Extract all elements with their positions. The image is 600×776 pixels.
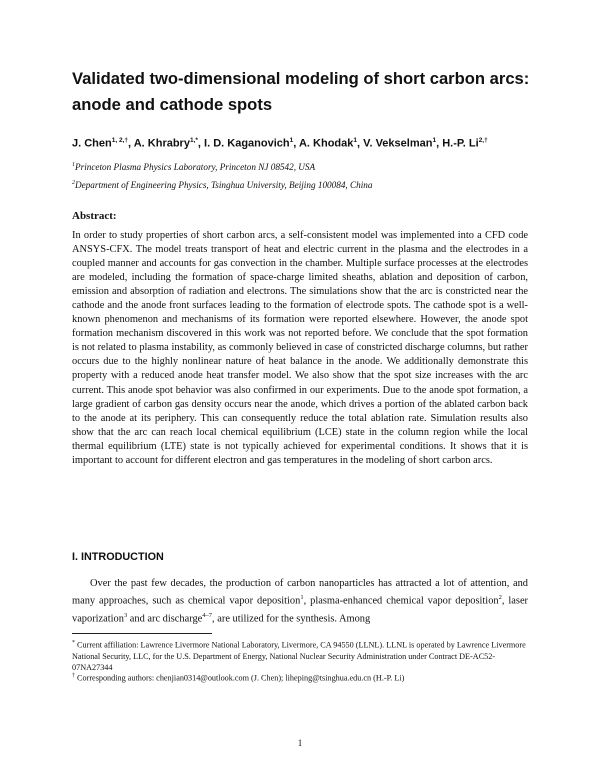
affiliation-text: Princeton Plasma Physics Laboratory, Princeton NJ 08542, USA (75, 162, 316, 173)
author-name: I. D. Kaganovich (204, 137, 290, 150)
footnote-mark: † (72, 673, 75, 679)
intro-text: , are utilized for the synthesis. Among (212, 613, 371, 625)
author-affil-mark: 1 (289, 137, 294, 144)
footnote-divider (72, 633, 212, 634)
affiliation-mark: 2 (72, 180, 75, 186)
author-name: A. Khodak (298, 137, 354, 150)
page-number: 1 (297, 738, 303, 748)
author-list: J. Chen$^{1, 2,\dagger}$, A. Khrabry$^{1,*}$, I. D. Kaganovich$^1$, A. Khodak$^1$, V. Vekselman$^1$, H.-P. $Li^{2,\dagger}$ (72, 137, 488, 150)
citation-ref[interactable]: 1 (300, 594, 304, 602)
footnote-affiliation (72, 638, 528, 673)
author-affil-mark: 1 (432, 137, 437, 144)
author-affil-mark: 1 (353, 137, 357, 144)
author-name: V. Vekselman (363, 137, 433, 150)
intro-text: and arc discharge (127, 613, 203, 625)
author-name: H.-P. Li (442, 137, 479, 150)
abstract-heading: Abstract: (72, 210, 117, 222)
author-name: J. Chen (72, 137, 112, 150)
affiliation-2 (72, 177, 542, 191)
intro-text: , laser vaporization (72, 595, 529, 625)
affiliation-text: Department of Engineering Physics, Tsinghua University, Beijing 100084, China (75, 180, 373, 191)
abstract-body: In order to study properties of short carbon arcs, a self-consistent model was implemented into a CFD code ANSYS-CFX. The model treats transport of heat and electric current in the plasma and the electrodes in a coupled manner and accounts for gas convection in the chamber. Multiple surface processes at the electrodes are modeled, including the formation of space-charge limited sheaths, ablation and deposition of carbon, emission and absorption of radiation and electrons. The simulations show that the arc is constricted near the cathode and the anode front surfaces leading to the formation of electrode spots. The cathode spot is a well-known phenomenon and mechanisms of its formation were reported elsewhere. However, the anode spot formation mechanism discovered in this work was not reported before. We conclude that the spot formation is not related to plasma instability, as commonly believed in case of constricted discharge columns, but rather occurs due to the highly nonlinear nature of heat balance in the anode. We additionally demonstrate this property with a reduced anode heat transfer model. We also show that the spot size increases with the arc current. This anode spot behavior was also confirmed in our experiments. Due to the anode spot formation, a large gradient of carbon gas density occurs near the anode, which drives a portion of the ablated carbon back to the anode at its periphery. This can consequently reduce the total ablation rate. Simulation results also show that the arc can reach local chemical equilibrium (LCE) state in the column region while the local thermal equilibrium (LTE) state is not typically achieved for experimental conditions. It shows that it is important to account for different electron and gas temperatures in the modeling of short carbon arcs. (72, 230, 528, 466)
author-name: A. Khrabry (133, 137, 190, 150)
author-affil-mark: 1, 2,† (111, 137, 128, 144)
footnote-mark: * (72, 640, 75, 646)
introduction-paragraph (72, 577, 528, 627)
intro-text: , plasma-enhanced chemical vapor deposition (303, 595, 499, 607)
citation-ref[interactable]: 2 (498, 594, 502, 602)
paper-title: Validated two-dimensional modeling of short carbon arcs: anode and cathode spots (72, 69, 530, 114)
intro-text: Over the past few decades, the production of carbon nanoparticles has attracted a lot of attention, and many approaches, such as chemical vapor deposition (72, 578, 528, 607)
footnote-text: Corresponding authors: chenjian0314@outlook.com (J. Chen); liheping@tsinghua.edu.cn (H.-P. Li) (75, 673, 405, 683)
affiliation-mark: 1 (72, 162, 75, 168)
footnote-corresponding (72, 671, 528, 684)
citation-ref[interactable]: 3 (123, 612, 128, 620)
citation-ref[interactable]: 4–7 (202, 612, 213, 620)
section-heading-introduction: I. INTRODUCTION (72, 551, 164, 563)
footnote-text: Current affiliation: Lawrence Livermore National Laboratory, Livermore, CA 94550 (LLNL). LLNL is operated by Lawrence Livermore National Security, LLC, for the U.S. Department of Energy, National Nuclear Security Administration under Contract DE-AC52-07NA27344 (72, 640, 526, 673)
author-affil-mark: 1,* (189, 137, 198, 144)
affiliation-1 (72, 159, 542, 173)
author-affil-mark: 2,† (478, 137, 488, 144)
